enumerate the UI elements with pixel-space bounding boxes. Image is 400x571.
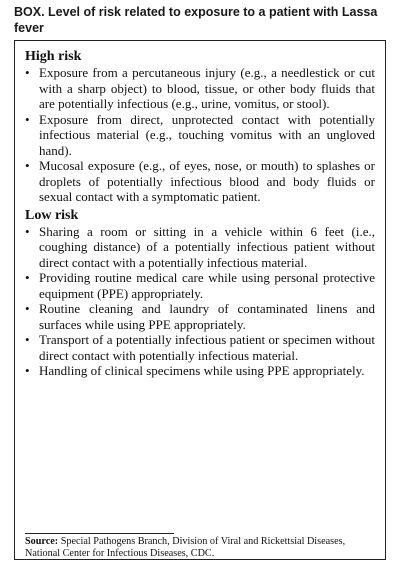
bullet-icon: • xyxy=(25,270,30,285)
list-item xyxy=(25,158,375,205)
bullet-icon: • xyxy=(25,158,30,173)
item-text: Exposure from direct, unprotected contact with potentially infectious material (e.g., touching vomitus with an ungloved hand). xyxy=(39,111,375,158)
item-text: Transport of a potentially infectious patient or specimen without direct contact with potentially infectious material. xyxy=(39,332,375,363)
bullet-icon: • xyxy=(25,301,30,316)
list-item xyxy=(25,65,375,112)
source-text: Special Pathogens Branch, Division of Viral and Rickettsial Diseases, National Center for Infectious Diseases, CDC. xyxy=(25,536,346,559)
item-text: Handling of clinical specimens while using PPE appropriately. xyxy=(39,363,365,378)
risk-content xyxy=(25,48,375,379)
bullet-icon: • xyxy=(25,65,30,80)
list-item xyxy=(25,224,375,271)
high-risk-list xyxy=(25,65,375,205)
list-item xyxy=(25,363,375,379)
high-risk-heading: High risk xyxy=(25,49,82,64)
bullet-icon: • xyxy=(25,223,30,239)
source-label: Source: xyxy=(25,536,59,547)
low-risk-list xyxy=(25,224,375,379)
list-item xyxy=(25,332,375,363)
risk-box xyxy=(14,40,386,560)
source-divider xyxy=(25,533,174,534)
item-text: Routine cleaning and laundry of contaminated linens and surfaces while using PPE appropriately. xyxy=(39,301,375,332)
list-item xyxy=(25,301,375,332)
list-item xyxy=(25,270,375,301)
list-item xyxy=(25,112,375,159)
bullet-icon: • xyxy=(25,332,30,347)
bullet-icon: • xyxy=(25,111,30,127)
box-title: BOX. Level of risk related to exposure to a patient with Lassa fever xyxy=(14,5,378,35)
bullet-icon: • xyxy=(25,363,30,378)
item-text: Sharing a room or sitting in a vehicle within 6 feet (i.e., coughing distance) of a potentially infectious patient without direct contact with a potentially infectious material. xyxy=(39,223,375,270)
item-text: Mucosal exposure (e.g., of eyes, nose, or mouth) to splashes or droplets of potentially infectious blood and body fluids or sexual contact with a symptomatic patient. xyxy=(39,158,375,204)
item-text: Providing routine medical care while using personal protective equipment (PPE) appropriately. xyxy=(39,270,375,301)
low-risk-heading: Low risk xyxy=(25,207,79,223)
source-note xyxy=(25,536,377,560)
item-text: Exposure from a percutaneous injury (e.g., a needlestick or cut with a sharp object) to blood, tissue, or other body fluids that are potentially infectious (e.g., urine, vomitus, or stool). xyxy=(39,65,375,111)
